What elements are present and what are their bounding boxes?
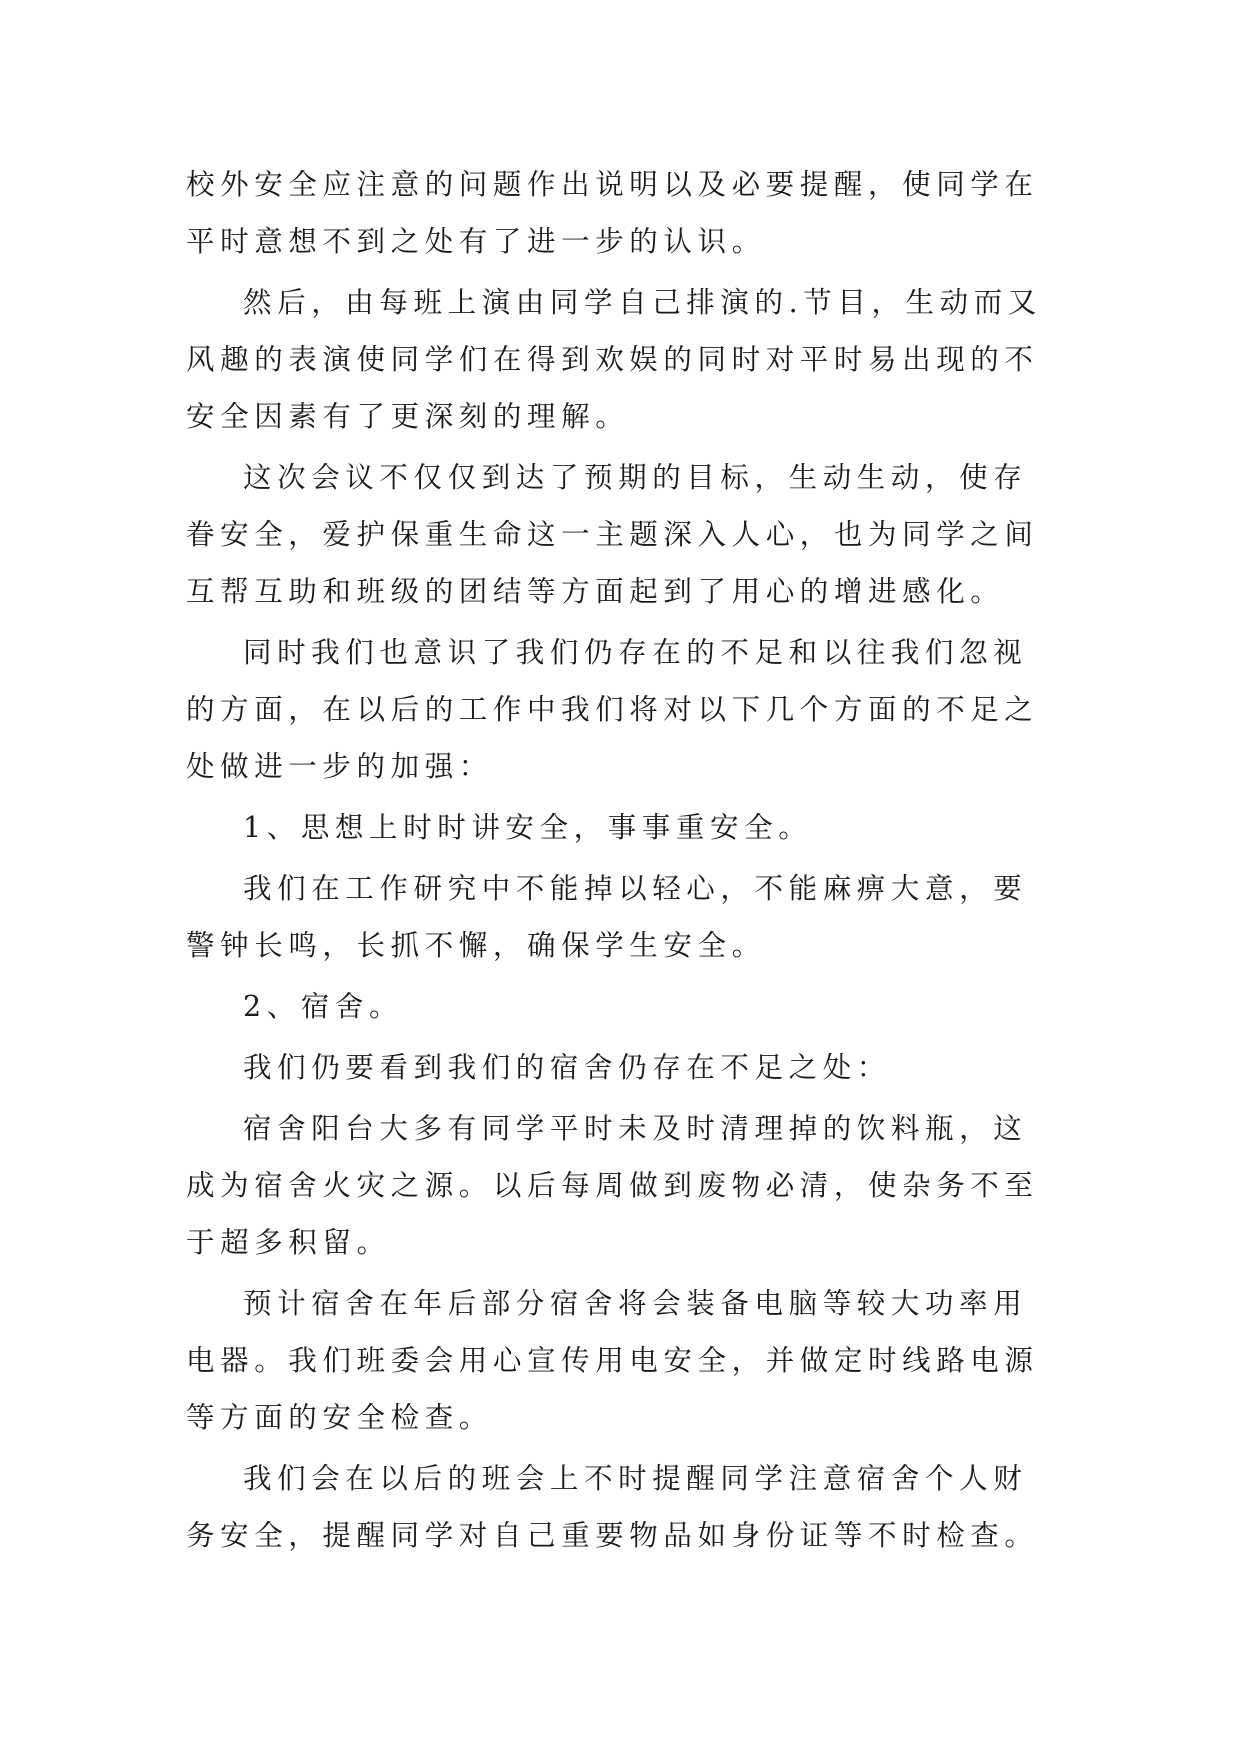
paragraph-dorm-property: 我们会在以后的班会上不时提醒同学注意宿舍个人财务安全，提醒同学对自己重要物品如身份证等不时检查。 <box>186 1462 1039 1552</box>
paragraph-shortcomings: 同时我们也意识了我们仍存在的不足和以往我们忽视的方面，在以后的工作中我们将对以下几个方面的不足之处做进一步的加强： <box>186 636 1039 783</box>
paragraph-item-2-heading: 2、宿舍。 <box>243 990 404 1023</box>
paragraph-dorm-balcony: 宿舍阳台大多有同学平时未及时清理掉的饮料瓶，这成为宿舍火灾之源。以后每周做到废物必清，使杂务不至于超多积留。 <box>186 1112 1039 1259</box>
paragraph-performance: 然后，由每班上演由同学自己排演的.节目，生动而又风趣的表演使同学们在得到欢娱的同时对平时易出现的不安全因素有了更深刻的理解。 <box>186 286 1042 433</box>
paragraph-item-1-body: 我们在工作研究中不能掉以轻心，不能麻痹大意，要警钟长鸣，长抓不懈，确保学生安全。 <box>186 872 1028 962</box>
paragraph-item-1-heading: 1、思想上时时讲安全，事事重安全。 <box>243 811 813 844</box>
paragraph-continuation: 校外安全应注意的问题作出说明以及必要提醒，使同学在平时意想不到之处有了进一步的认识。 <box>186 168 1039 258</box>
document-body <box>186 156 1052 1564</box>
paragraph-dorm-electricity: 预计宿舍在年后部分宿舍将会装备电脑等较大功率用电器。我们班委会用心宣传用电安全，并做定时线路电源等方面的安全检查。 <box>186 1287 1039 1434</box>
paragraph-meeting-goal: 这次会议不仅仅到达了预期的目标，生动生动，使存眷安全，爱护保重生命这一主题深入人心，也为同学之间互帮互助和班级的团结等方面起到了用心的增进感化。 <box>186 461 1039 608</box>
paragraph-dorm-issues: 我们仍要看到我们的宿舍仍存在不足之处： <box>243 1051 891 1084</box>
